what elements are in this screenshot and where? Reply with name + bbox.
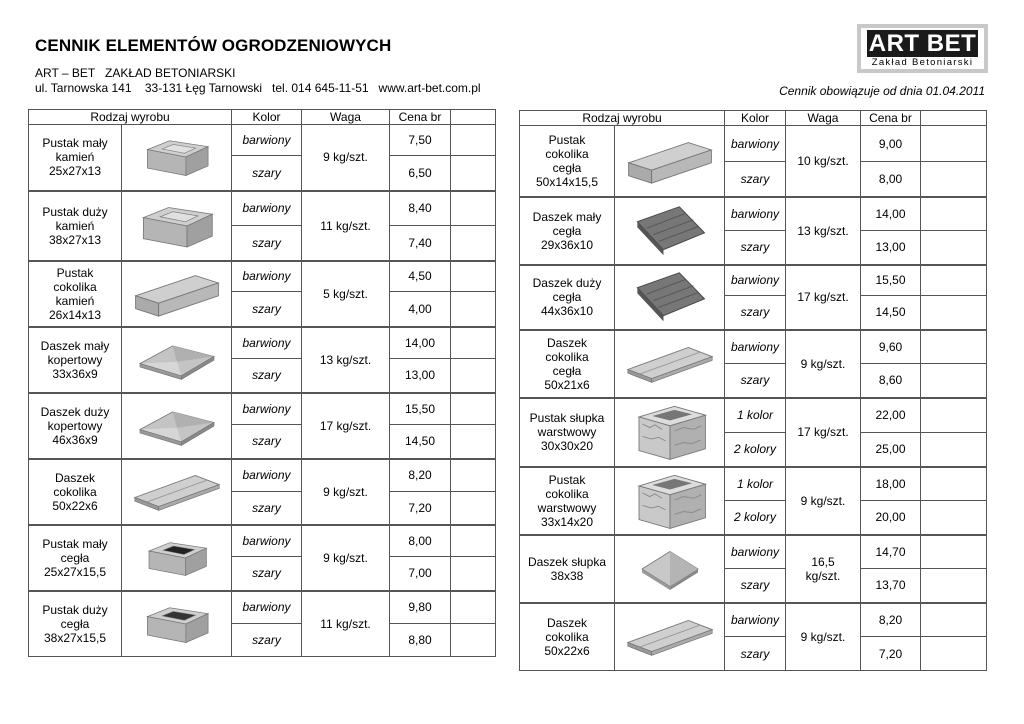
empty-cell xyxy=(451,459,496,492)
empty-cell xyxy=(921,637,987,671)
table-row xyxy=(29,591,496,624)
gross-price: 20,00 xyxy=(861,501,921,535)
gross-price: 7,00 xyxy=(390,557,451,591)
gross-price: 14,50 xyxy=(861,296,921,330)
product-name: Daszek słupka 38x38 xyxy=(520,535,615,603)
table-row xyxy=(29,525,496,557)
gross-price: 8,40 xyxy=(390,191,451,226)
product-name: Daszek mały cegła 29x36x10 xyxy=(520,197,615,265)
product-name: Pustak duży kamień 38x27x13 xyxy=(29,191,122,261)
table-row xyxy=(29,261,496,292)
brick-cap-small-icon xyxy=(615,197,725,265)
empty-cell xyxy=(921,603,987,637)
color-szary: szary xyxy=(232,292,302,327)
color-barwiony: barwiony xyxy=(232,191,302,226)
empty-cell xyxy=(921,162,987,197)
col-header-extra xyxy=(451,110,496,125)
table-row xyxy=(29,125,496,156)
empty-cell xyxy=(921,433,987,467)
gross-price: 9,60 xyxy=(861,330,921,364)
brick-block-small-icon xyxy=(122,525,232,591)
empty-cell xyxy=(921,296,987,330)
product-name: Pustak mały cegła 25x27x15,5 xyxy=(29,525,122,591)
gross-price: 14,00 xyxy=(390,327,451,359)
product-weight: 13 kg/szt. xyxy=(302,327,390,393)
product-name: Daszek mały kopertowy 33x36x9 xyxy=(29,327,122,393)
color-szary: szary xyxy=(232,492,302,525)
empty-cell xyxy=(451,191,496,226)
color-barwiony: barwiony xyxy=(232,525,302,557)
empty-cell xyxy=(451,125,496,156)
color-barwiony: barwiony xyxy=(725,126,786,162)
gross-price: 8,20 xyxy=(390,459,451,492)
color-szary: szary xyxy=(232,359,302,393)
brick-plinth-cap-icon xyxy=(615,330,725,398)
empty-cell xyxy=(921,501,987,535)
color-barwiony: barwiony xyxy=(232,459,302,492)
table-header-row xyxy=(520,111,987,126)
gross-price: 8,00 xyxy=(861,162,921,197)
color-szary: szary xyxy=(232,156,302,191)
product-name: Daszek cokolika 50x22x6 xyxy=(520,603,615,671)
empty-cell xyxy=(921,364,987,398)
plinth-block-brick-icon xyxy=(615,126,725,197)
color-barwiony: barwiony xyxy=(725,603,786,637)
table-row xyxy=(29,327,496,359)
gross-price: 14,00 xyxy=(861,197,921,231)
envelope-cap-small-icon xyxy=(122,327,232,393)
empty-cell xyxy=(921,197,987,231)
col-header-product: Rodzaj wyrobu xyxy=(29,110,232,125)
table-row xyxy=(520,467,987,501)
company-name: ART – BET ZAKŁAD BETONIARSKI xyxy=(35,66,236,80)
empty-cell xyxy=(451,492,496,525)
empty-cell xyxy=(921,535,987,569)
color-szary: szary xyxy=(232,624,302,657)
price-validity-date: Cennik obowiązuje od dnia 01.04.2011 xyxy=(779,84,985,98)
art-bet-logo xyxy=(857,24,988,73)
product-weight: 10 kg/szt. xyxy=(786,126,861,197)
layered-plinth-block-icon xyxy=(615,467,725,535)
plinth-block-stone-icon xyxy=(122,261,232,327)
gross-price: 4,50 xyxy=(390,261,451,292)
product-weight: 9 kg/szt. xyxy=(302,525,390,591)
table-row xyxy=(29,459,496,492)
empty-cell xyxy=(451,624,496,657)
stone-block-large-icon xyxy=(122,191,232,261)
empty-cell xyxy=(451,226,496,261)
product-weight: 16,5 kg/szt. xyxy=(786,535,861,603)
gross-price: 13,00 xyxy=(390,359,451,393)
color-barwiony: barwiony xyxy=(232,393,302,425)
gross-price: 9,80 xyxy=(390,591,451,624)
gross-price: 22,00 xyxy=(861,398,921,433)
color-barwiony: barwiony xyxy=(232,327,302,359)
product-name: Pustak duży cegła 38x27x15,5 xyxy=(29,591,122,657)
price-table-left xyxy=(28,109,496,657)
col-header-price: Cena br xyxy=(861,111,921,126)
gross-price: 14,70 xyxy=(861,535,921,569)
gross-price: 18,00 xyxy=(861,467,921,501)
gross-price: 7,20 xyxy=(861,637,921,671)
product-name: Pustak słupka warstwowy 30x30x20 xyxy=(520,398,615,467)
empty-cell xyxy=(451,425,496,459)
empty-cell xyxy=(451,359,496,393)
empty-cell xyxy=(451,557,496,591)
company-address: ul. Tarnowska 141 33-131 Łęg Tarnowski tel. 014 645-11-51 www.art-bet.com.pl xyxy=(35,81,481,95)
empty-cell xyxy=(921,126,987,162)
empty-cell xyxy=(451,591,496,624)
logo-main-text: ART BET xyxy=(868,30,977,57)
gross-price: 8,80 xyxy=(390,624,451,657)
product-weight: 13 kg/szt. xyxy=(786,197,861,265)
color-2-kolory: 2 kolory xyxy=(725,433,786,467)
empty-cell xyxy=(921,569,987,603)
color-barwiony: barwiony xyxy=(232,125,302,156)
gross-price: 4,00 xyxy=(390,292,451,327)
gross-price: 6,50 xyxy=(390,156,451,191)
product-name: Pustak mały kamień 25x27x13 xyxy=(29,125,122,191)
product-name: Pustak cokolika kamień 26x14x13 xyxy=(29,261,122,327)
plinth-cap-smooth-icon xyxy=(615,603,725,671)
empty-cell xyxy=(921,265,987,296)
col-header-extra xyxy=(921,111,987,126)
product-weight: 9 kg/szt. xyxy=(786,467,861,535)
gross-price: 25,00 xyxy=(861,433,921,467)
product-weight: 17 kg/szt. xyxy=(786,265,861,330)
color-szary: szary xyxy=(725,162,786,197)
gross-price: 7,40 xyxy=(390,226,451,261)
table-row xyxy=(520,535,987,569)
table-header-row xyxy=(29,110,496,125)
color-2-kolory: 2 kolory xyxy=(725,501,786,535)
empty-cell xyxy=(451,525,496,557)
col-header-weight: Waga xyxy=(786,111,861,126)
product-name: Daszek duży cegła 44x36x10 xyxy=(520,265,615,330)
gross-price: 9,00 xyxy=(861,126,921,162)
empty-cell xyxy=(921,330,987,364)
color-barwiony: barwiony xyxy=(725,330,786,364)
page-title: CENNIK ELEMENTÓW OGRODZENIOWYCH xyxy=(35,36,392,55)
empty-cell xyxy=(451,292,496,327)
color-szary: szary xyxy=(232,557,302,591)
table-row xyxy=(29,191,496,226)
table-row xyxy=(520,197,987,231)
product-weight: 9 kg/szt. xyxy=(786,330,861,398)
color-barwiony: barwiony xyxy=(725,265,786,296)
table-row xyxy=(520,330,987,364)
post-cap-icon xyxy=(615,535,725,603)
product-weight: 9 kg/szt. xyxy=(302,125,390,191)
empty-cell xyxy=(451,156,496,191)
logo-sub-text: Zakład Betoniarski xyxy=(871,57,974,68)
gross-price: 15,50 xyxy=(861,265,921,296)
gross-price: 15,50 xyxy=(390,393,451,425)
color-szary: szary xyxy=(232,425,302,459)
color-barwiony: barwiony xyxy=(232,261,302,292)
empty-cell xyxy=(451,393,496,425)
color-szary: szary xyxy=(232,226,302,261)
col-header-color: Kolor xyxy=(232,110,302,125)
gross-price: 13,70 xyxy=(861,569,921,603)
product-weight: 9 kg/szt. xyxy=(786,603,861,671)
product-weight: 17 kg/szt. xyxy=(786,398,861,467)
color-szary: szary xyxy=(725,231,786,265)
color-szary: szary xyxy=(725,569,786,603)
gross-price: 8,00 xyxy=(390,525,451,557)
layered-post-block-icon xyxy=(615,398,725,467)
product-weight: 11 kg/szt. xyxy=(302,591,390,657)
col-header-color: Kolor xyxy=(725,111,786,126)
brick-cap-large-icon xyxy=(615,265,725,330)
product-weight: 11 kg/szt. xyxy=(302,191,390,261)
price-table-right xyxy=(519,110,987,671)
color-barwiony: barwiony xyxy=(232,591,302,624)
product-weight: 17 kg/szt. xyxy=(302,393,390,459)
empty-cell xyxy=(451,261,496,292)
empty-cell xyxy=(921,231,987,265)
col-header-weight: Waga xyxy=(302,110,390,125)
gross-price: 8,60 xyxy=(861,364,921,398)
table-row xyxy=(520,603,987,637)
gross-price: 7,50 xyxy=(390,125,451,156)
table-row xyxy=(520,126,987,162)
table-row xyxy=(520,265,987,296)
brick-block-large-icon xyxy=(122,591,232,657)
col-header-price: Cena br xyxy=(390,110,451,125)
gross-price: 7,20 xyxy=(390,492,451,525)
empty-cell xyxy=(921,398,987,433)
gross-price: 14,50 xyxy=(390,425,451,459)
product-name: Daszek cokolika 50x22x6 xyxy=(29,459,122,525)
plinth-cap-icon xyxy=(122,459,232,525)
envelope-cap-large-icon xyxy=(122,393,232,459)
product-weight: 9 kg/szt. xyxy=(302,459,390,525)
color-1-kolor: 1 kolor xyxy=(725,467,786,501)
empty-cell xyxy=(451,327,496,359)
table-row xyxy=(29,393,496,425)
product-name: Daszek duży kopertowy 46x36x9 xyxy=(29,393,122,459)
gross-price: 8,20 xyxy=(861,603,921,637)
color-szary: szary xyxy=(725,364,786,398)
color-1-kolor: 1 kolor xyxy=(725,398,786,433)
color-szary: szary xyxy=(725,296,786,330)
color-barwiony: barwiony xyxy=(725,535,786,569)
product-name: Pustak cokolika cegła 50x14x15,5 xyxy=(520,126,615,197)
table-row xyxy=(520,398,987,433)
gross-price: 13,00 xyxy=(861,231,921,265)
color-szary: szary xyxy=(725,637,786,671)
empty-cell xyxy=(921,467,987,501)
col-header-product: Rodzaj wyrobu xyxy=(520,111,725,126)
color-barwiony: barwiony xyxy=(725,197,786,231)
product-weight: 5 kg/szt. xyxy=(302,261,390,327)
product-name: Pustak cokolika warstwowy 33x14x20 xyxy=(520,467,615,535)
stone-block-small-icon xyxy=(122,125,232,191)
product-name: Daszek cokolika cegła 50x21x6 xyxy=(520,330,615,398)
